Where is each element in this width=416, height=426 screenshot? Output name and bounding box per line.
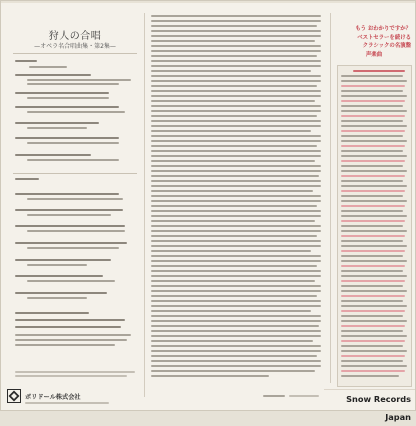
essay-text xyxy=(151,335,321,337)
catalog-item xyxy=(341,375,399,377)
track-11-title xyxy=(15,259,111,261)
essay-text xyxy=(151,345,321,347)
essay-text xyxy=(151,155,321,157)
essay-text xyxy=(151,105,321,107)
track-1-line xyxy=(27,79,131,81)
catalog-item xyxy=(341,95,407,97)
catalog-item xyxy=(341,220,405,222)
catalog-item xyxy=(341,150,403,152)
track-9-title xyxy=(15,225,125,227)
catalog-item xyxy=(341,290,407,292)
essay-text xyxy=(151,245,321,247)
essay-text xyxy=(151,90,321,92)
catalog-item xyxy=(341,160,405,162)
middle-column xyxy=(151,11,325,383)
track-12-title xyxy=(15,275,103,277)
catalog-item xyxy=(341,320,407,322)
track-1-title xyxy=(15,74,91,76)
catalog-item xyxy=(341,80,407,82)
ad-block xyxy=(337,25,411,59)
essay-text xyxy=(151,255,321,257)
essay-text xyxy=(151,365,321,367)
track-9-line xyxy=(27,230,125,232)
label-name: ポリドール株式会社 xyxy=(25,394,81,401)
catalog-item xyxy=(341,75,403,77)
catalog-item xyxy=(341,105,403,107)
catalog-item xyxy=(341,295,405,297)
essay-text xyxy=(151,80,321,82)
catalog-item xyxy=(341,370,405,372)
essay-text xyxy=(151,295,317,297)
catalog-item xyxy=(341,330,403,332)
essay-text xyxy=(151,55,317,57)
essay-text xyxy=(151,310,311,312)
essay-text xyxy=(151,340,313,342)
track-4-line xyxy=(27,127,87,129)
ad-line-4: 声楽曲 xyxy=(365,51,383,58)
catalog-item xyxy=(341,350,407,352)
orchestra-credit xyxy=(15,319,125,321)
essay-text xyxy=(151,165,321,167)
catalog-item xyxy=(341,325,405,327)
catalog-item xyxy=(341,155,407,157)
chorus-credit xyxy=(15,326,121,328)
performer-credit xyxy=(15,344,115,346)
track-5-line xyxy=(27,142,119,144)
catalog-item xyxy=(341,255,403,257)
essay-text xyxy=(151,60,321,62)
catalog-item xyxy=(341,355,405,357)
essay-text xyxy=(151,140,321,142)
track-3-line xyxy=(27,111,125,113)
ad-line-1: もう おわかりですか？ xyxy=(355,26,411,32)
catalog-item xyxy=(341,250,405,252)
side-b-label xyxy=(15,178,39,180)
catalog-item xyxy=(341,300,403,302)
catalog-item xyxy=(341,225,403,227)
column-separator-left xyxy=(144,13,145,397)
catalog-item xyxy=(341,245,407,247)
essay-text xyxy=(151,70,311,72)
catalog-item xyxy=(341,165,403,167)
right-column xyxy=(337,11,411,396)
track-2-line xyxy=(27,97,109,99)
catalog-item xyxy=(341,205,405,207)
catalog-number xyxy=(263,395,285,397)
track-6-title xyxy=(15,154,91,156)
track-10-title xyxy=(15,242,127,244)
catalog-item xyxy=(341,140,407,142)
track-composer xyxy=(29,66,67,68)
essay-text xyxy=(151,120,321,122)
track-7-title xyxy=(15,193,119,195)
essay-text xyxy=(151,205,317,207)
essay-text xyxy=(151,280,315,282)
essay-text xyxy=(151,305,321,307)
essay-text xyxy=(151,190,313,192)
footnote-line xyxy=(15,371,135,373)
essay-text xyxy=(151,35,321,37)
essay-text xyxy=(151,100,315,102)
catalog-item xyxy=(341,115,405,117)
performer-credit xyxy=(15,339,127,341)
catalog-item xyxy=(341,125,407,127)
catalog-item xyxy=(341,180,403,182)
essay-text xyxy=(151,270,321,272)
essay-text xyxy=(151,215,321,217)
catalog-item xyxy=(341,260,407,262)
essay-text xyxy=(151,250,311,252)
catalog-item xyxy=(341,130,405,132)
track-number xyxy=(15,60,37,62)
catalog-item xyxy=(341,135,403,137)
track-1-line xyxy=(27,83,119,85)
column-separator-right xyxy=(330,13,331,383)
essay-text xyxy=(151,195,321,197)
track-13-title xyxy=(15,292,107,294)
track-5-title xyxy=(15,137,119,139)
essay-text xyxy=(151,50,321,52)
track-4-title xyxy=(15,122,99,124)
track-12-line xyxy=(27,280,115,282)
track-11-line xyxy=(27,264,87,266)
catalog-item xyxy=(341,285,403,287)
essay-text xyxy=(151,15,321,17)
essay-text xyxy=(151,145,317,147)
track-8-title xyxy=(15,209,123,211)
essay-text xyxy=(151,125,321,127)
watermark: Snow Records Japan xyxy=(324,389,415,407)
catalog-item xyxy=(341,200,407,202)
essay-text xyxy=(151,115,317,117)
catalog-item xyxy=(341,335,407,337)
catalog-item xyxy=(341,190,405,192)
catalog-item xyxy=(353,70,405,72)
essay-text xyxy=(151,85,317,87)
essay-text xyxy=(151,200,321,202)
catalog-item xyxy=(341,365,407,367)
essay-text xyxy=(151,150,321,152)
essay-text xyxy=(151,370,315,372)
track-7-line xyxy=(27,198,123,200)
catalog-item xyxy=(341,280,405,282)
essay-text xyxy=(151,230,321,232)
catalog-item xyxy=(341,90,403,92)
catalog-item xyxy=(341,340,405,342)
catalog-item xyxy=(341,110,407,112)
catalog-item xyxy=(341,360,403,362)
essay-text xyxy=(151,355,317,357)
track-10-line xyxy=(27,247,119,249)
catalog-item xyxy=(341,240,403,242)
track-2-title xyxy=(15,92,109,94)
essay-text xyxy=(151,30,321,32)
essay-text xyxy=(151,225,321,227)
essay-text xyxy=(151,95,321,97)
conductor-credit xyxy=(15,312,89,314)
essay-text xyxy=(151,180,321,182)
essay-text xyxy=(151,360,321,362)
catalog-item xyxy=(341,85,405,87)
catalog-item xyxy=(341,170,407,172)
catalog-item xyxy=(341,230,407,232)
essay-text xyxy=(151,235,317,237)
divider-1 xyxy=(13,53,137,54)
label-logo-icon xyxy=(7,389,21,403)
album-subtitle: —オペラ名合唱曲集・第2集— xyxy=(34,43,116,50)
essay-text xyxy=(151,375,269,377)
track-3-title xyxy=(15,106,119,108)
essay-text xyxy=(151,25,317,27)
divider-2 xyxy=(13,173,137,174)
left-column xyxy=(11,11,139,396)
essay-text xyxy=(151,260,321,262)
catalog-item xyxy=(341,100,405,102)
essay-text xyxy=(151,185,321,187)
essay-text xyxy=(151,160,315,162)
catalog-item xyxy=(341,310,405,312)
essay-text xyxy=(151,290,321,292)
essay-text xyxy=(151,300,321,302)
catalog-item xyxy=(341,345,403,347)
catalog-item xyxy=(341,305,407,307)
catalog-number xyxy=(289,395,319,397)
essay-text xyxy=(151,130,311,132)
essay-text xyxy=(151,40,315,42)
track-8-line xyxy=(27,214,111,216)
catalog-item xyxy=(341,270,403,272)
track-6-line xyxy=(27,159,119,161)
catalog-item xyxy=(341,235,405,237)
essay-text xyxy=(151,240,321,242)
catalog-item xyxy=(341,145,405,147)
catalog-item xyxy=(341,315,403,317)
essay-text xyxy=(151,210,321,212)
catalog-item xyxy=(341,175,405,177)
essay-text xyxy=(151,320,321,322)
essay-text xyxy=(151,350,321,352)
essay-text xyxy=(151,325,319,327)
ad-line-3: クラシックの名演盤 xyxy=(362,43,411,50)
essay-text xyxy=(151,65,321,67)
ad-line-2: ベストセラーを続ける xyxy=(357,34,411,41)
label-address xyxy=(25,402,109,404)
essay-text xyxy=(151,175,319,177)
catalog-item xyxy=(341,185,407,187)
essay-text xyxy=(151,110,321,112)
essay-text xyxy=(151,315,321,317)
catalog-item xyxy=(341,265,405,267)
catalog-item xyxy=(341,215,407,217)
track-13-line xyxy=(27,297,87,299)
essay-text xyxy=(151,285,321,287)
catalog-item xyxy=(341,120,403,122)
essay-text xyxy=(151,135,321,137)
footnote-line xyxy=(15,375,127,377)
essay-text xyxy=(151,265,317,267)
essay-text xyxy=(151,75,321,77)
essay-text xyxy=(151,20,321,22)
album-title: 狩人の合唱 xyxy=(48,31,102,42)
performer-credit xyxy=(15,334,131,336)
catalog-item xyxy=(341,210,403,212)
essay-text xyxy=(151,170,321,172)
essay-text xyxy=(151,275,321,277)
essay-text xyxy=(151,45,321,47)
catalog-item xyxy=(341,275,407,277)
catalog-item xyxy=(341,195,403,197)
essay-text xyxy=(151,220,315,222)
essay-text xyxy=(151,330,321,332)
